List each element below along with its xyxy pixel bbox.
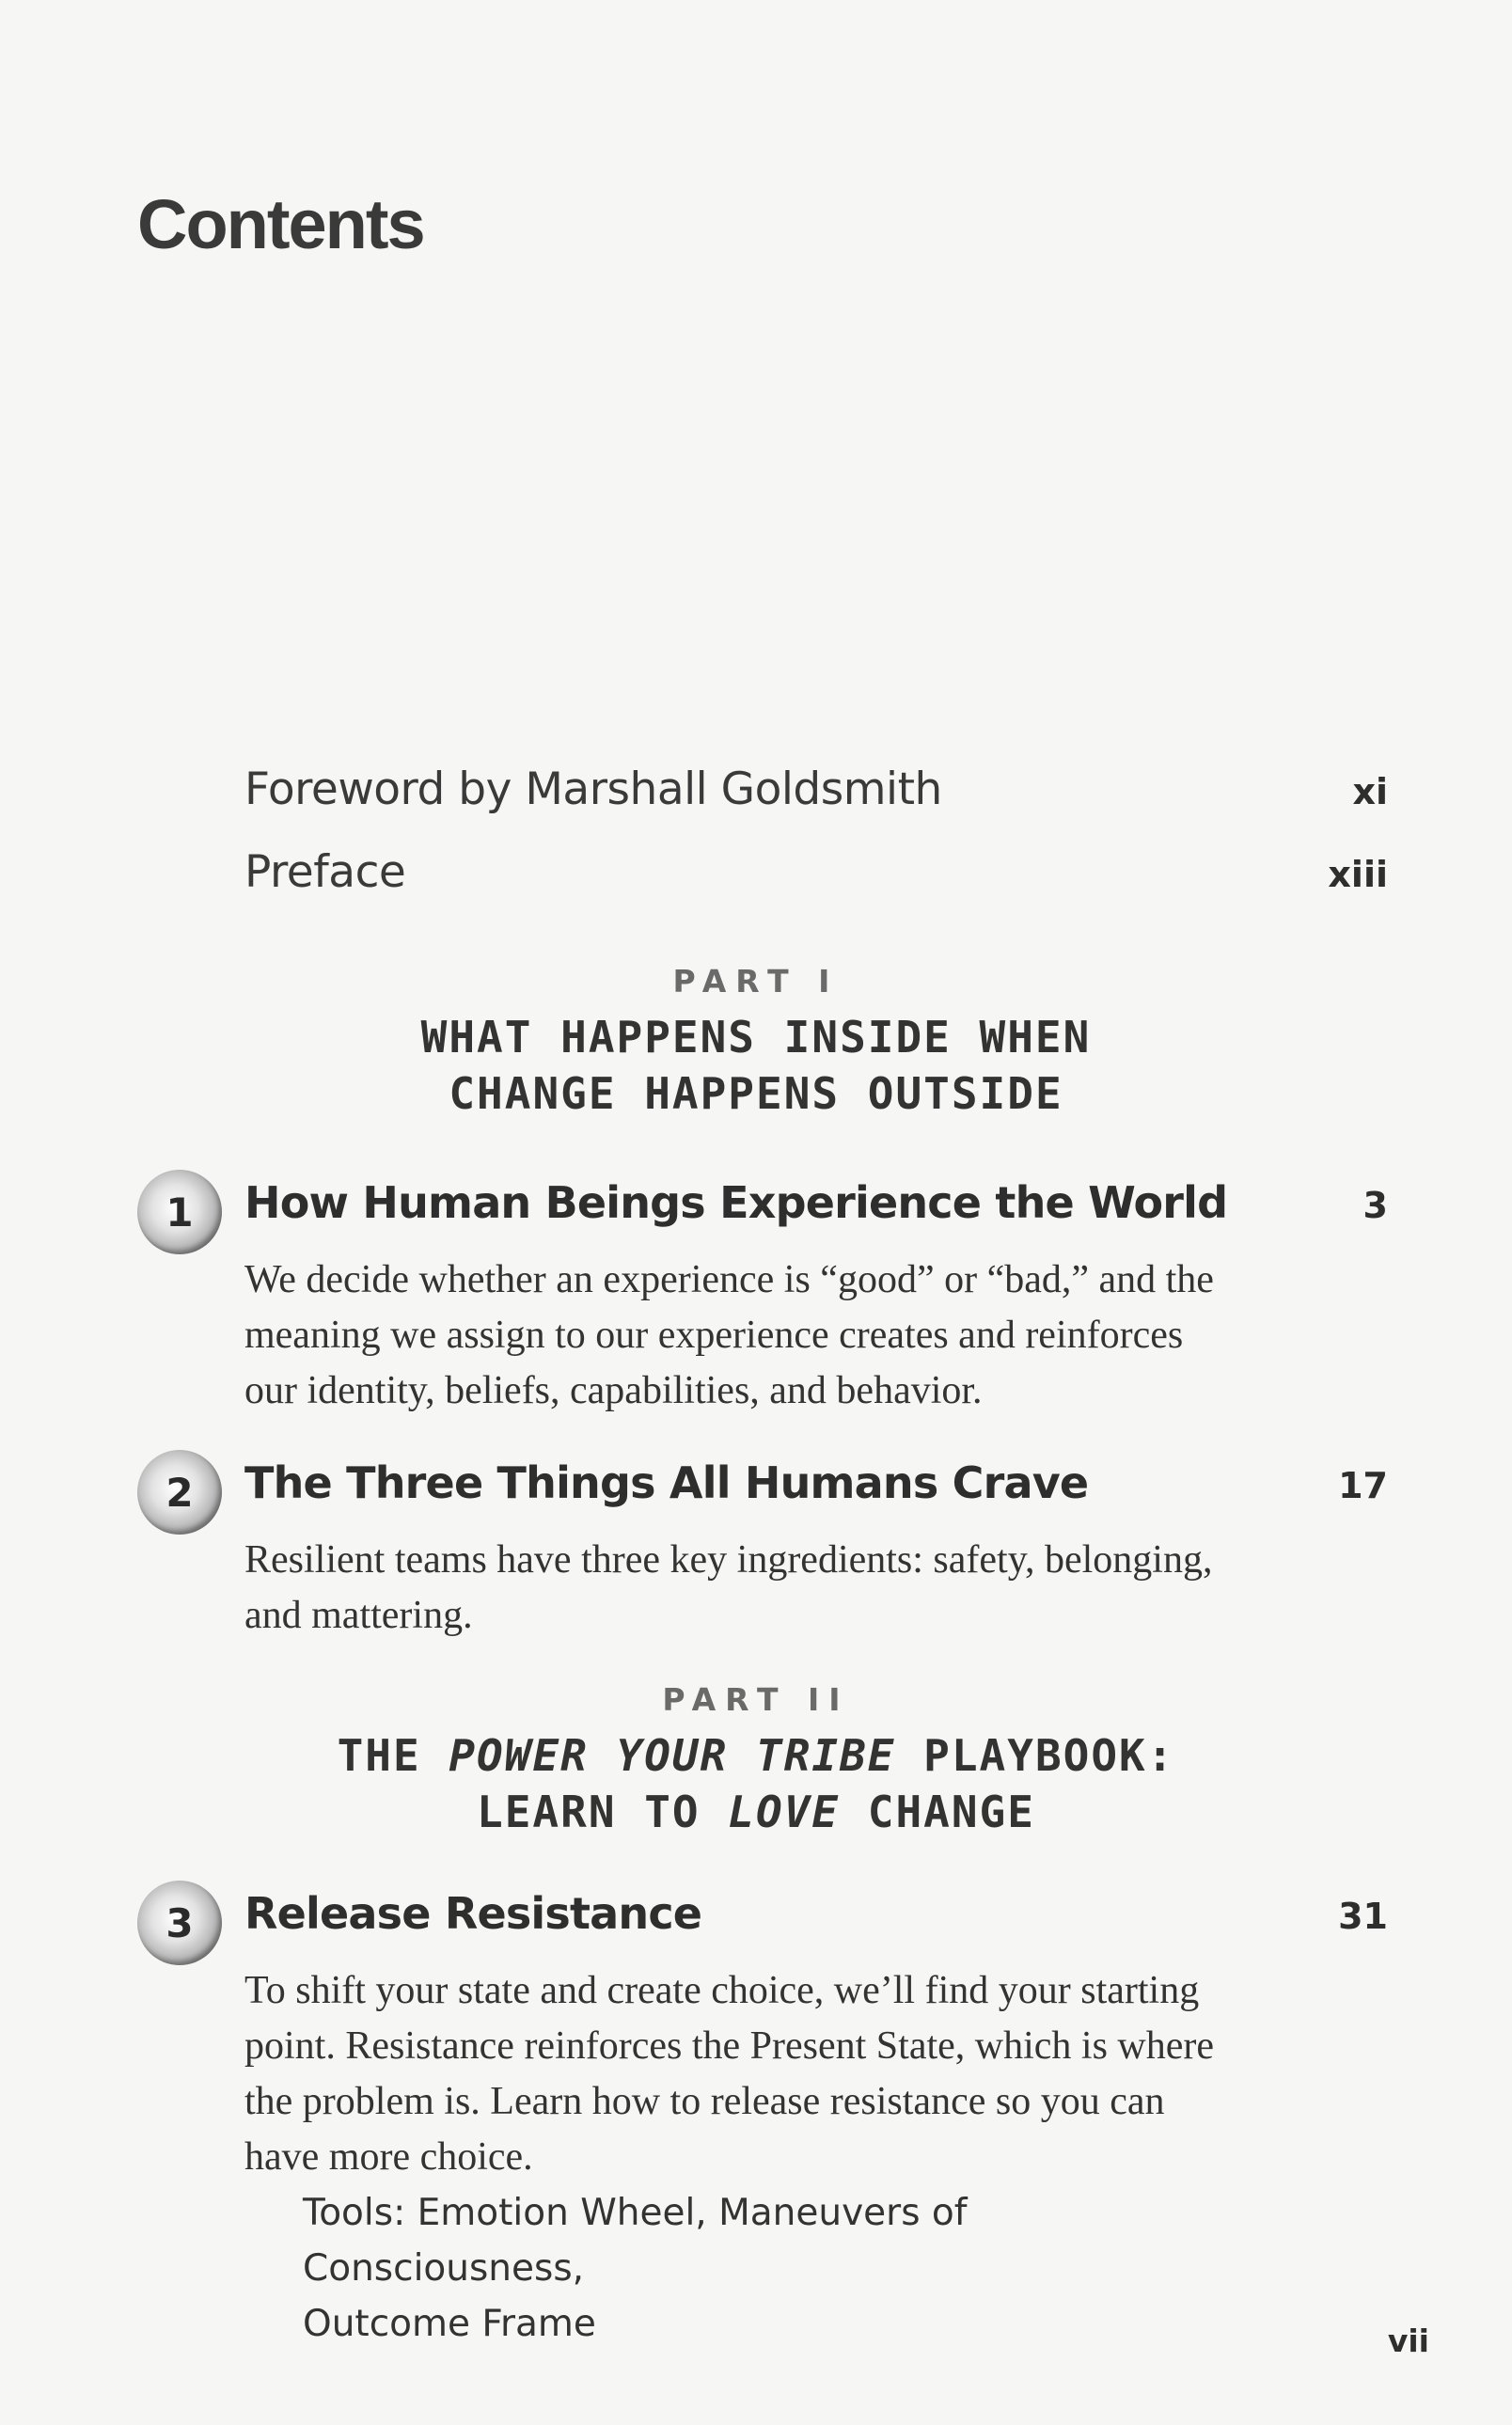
page-title: Contents bbox=[137, 185, 424, 263]
part-title-line: CHANGE HAPPENS OUTSIDE bbox=[449, 1068, 1063, 1119]
part-heading-2 bbox=[0, 1681, 1512, 1840]
description-line: meaning we assign to our experience creates and reinforces bbox=[244, 1314, 1184, 1357]
chapter-description bbox=[244, 1963, 1241, 2185]
chapter-title: How Human Beings Experience the World bbox=[244, 1177, 1228, 1228]
toc-entry-foreword[interactable] bbox=[244, 764, 1388, 815]
description-line: Resilient teams have three key ingredients: safety, belonging, bbox=[244, 1538, 1213, 1582]
chapter-number-badge: 1 bbox=[137, 1170, 222, 1254]
toc-entry-label: Preface bbox=[244, 846, 406, 898]
toc-page-number: xi bbox=[1352, 771, 1388, 812]
chapter-heading bbox=[244, 1888, 1388, 1939]
description-line: We decide whether an experience is “good” or “bad,” and the bbox=[244, 1258, 1214, 1301]
chapter-description bbox=[244, 1252, 1241, 1419]
chapter-number-badge: 2 bbox=[137, 1450, 222, 1535]
tools-line: Outcome Frame bbox=[303, 2303, 596, 2345]
toc-entry-preface[interactable] bbox=[244, 846, 1388, 898]
toc-page-number: 31 bbox=[1338, 1896, 1388, 1937]
chapter-title: Release Resistance bbox=[244, 1888, 702, 1939]
part-label: PART I bbox=[672, 963, 840, 1000]
part-label: PART II bbox=[662, 1681, 850, 1718]
chapter-tools bbox=[303, 2185, 1243, 2352]
part-title-line: THE POWER YOUR TRIBE PLAYBOOK: bbox=[337, 1730, 1175, 1781]
toc-entry-label: Foreword by Marshall Goldsmith bbox=[244, 764, 942, 815]
chapter-heading bbox=[244, 1177, 1388, 1228]
chapter-heading bbox=[244, 1457, 1388, 1508]
chapter-description bbox=[244, 1533, 1241, 1644]
description-line: our identity, beliefs, capabilities, and behavior. bbox=[244, 1369, 983, 1412]
description-line: To shift your state and create choice, we’ll find your starting bbox=[244, 1969, 1200, 2012]
toc-page-number: 17 bbox=[1338, 1465, 1388, 1506]
part-title-line: WHAT HAPPENS INSIDE WHEN bbox=[420, 1012, 1092, 1063]
chapter-number-badge: 3 bbox=[137, 1881, 222, 1965]
part-heading-1 bbox=[0, 963, 1512, 1122]
description-line: and mattering. bbox=[244, 1594, 473, 1637]
toc-page-number: 3 bbox=[1362, 1185, 1388, 1226]
chapter-title: The Three Things All Humans Crave bbox=[244, 1457, 1089, 1508]
tools-line: Tools: Emotion Wheel, Maneuvers of Consciousness, bbox=[303, 2192, 968, 2290]
page-folio: vii bbox=[1387, 2323, 1429, 2359]
description-line: have more choice. bbox=[244, 2135, 533, 2179]
description-line: point. Resistance reinforces the Present State, which is where bbox=[244, 2024, 1215, 2068]
toc-page-number: xiii bbox=[1328, 854, 1388, 895]
description-line: the problem is. Learn how to release resistance so you can bbox=[244, 2080, 1165, 2123]
part-title-line: LEARN TO LOVE CHANGE bbox=[477, 1787, 1035, 1837]
